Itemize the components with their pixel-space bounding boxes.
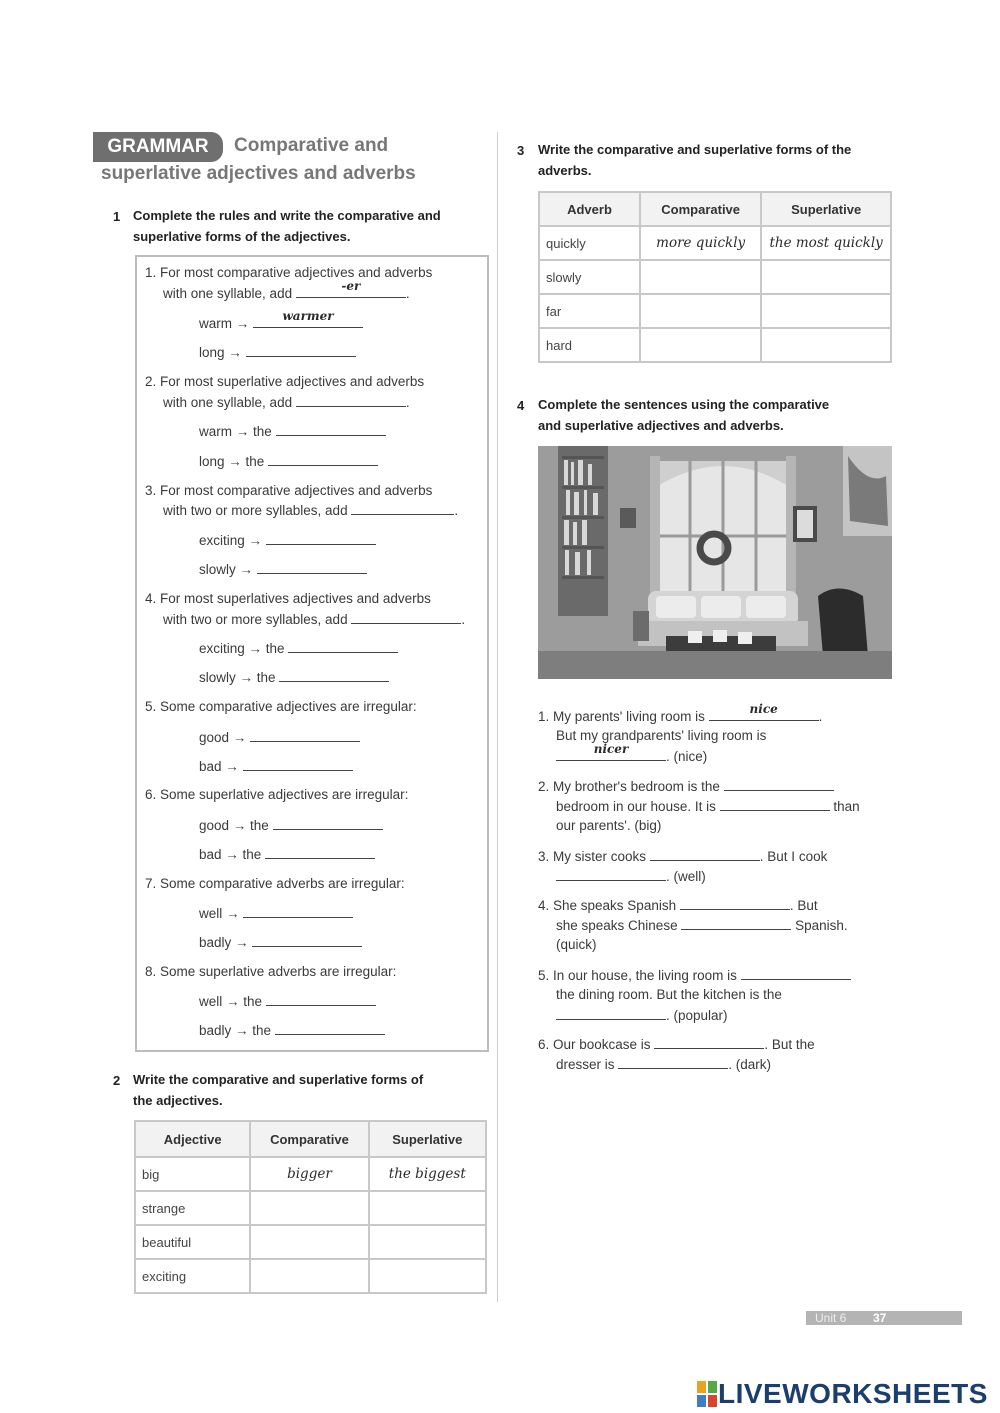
ex1-number: 1 [113, 209, 121, 224]
rule-6-bad: bad → the [199, 844, 375, 865]
rule-7-line1: 7. Some comparative adverbs are irregular: [145, 876, 405, 891]
rule-2-warm-blank[interactable] [276, 421, 386, 436]
sentence-4-line1: 4. She speaks Spanish . But [538, 895, 818, 916]
rule-7-well-blank[interactable] [243, 903, 353, 918]
rule-3-line1: 3. For most comparative adjectives and adverbs [145, 483, 433, 498]
ex4-instructions: Complete the sentences using the comparative and superlative adjectives and adverbs. [538, 397, 830, 433]
rule-2-line1: 2. For most superlative adjectives and adverbs [145, 374, 425, 389]
ex2-number: 2 [113, 1073, 121, 1088]
rule-4-line2: with two or more syllables, add . [163, 609, 465, 630]
column-divider [497, 132, 498, 1302]
comparative-cell[interactable] [250, 1259, 368, 1293]
superlative-cell[interactable] [761, 328, 891, 362]
col-header-comparative: Comparative [250, 1121, 368, 1157]
ex4-number: 4 [517, 398, 525, 413]
rule-2-line2: with one syllable, add . [163, 392, 410, 413]
comparative-cell[interactable] [640, 294, 761, 328]
sentence-6-blank-2[interactable] [618, 1054, 728, 1069]
liveworksheets-logo-icon [697, 1381, 717, 1407]
rule-6-bad-blank[interactable] [265, 844, 375, 859]
rule-1-warm-blank[interactable]: warmer [253, 313, 363, 328]
rule-5-good: good → [199, 727, 360, 748]
comparative-cell[interactable] [640, 260, 761, 294]
rule-3-blank[interactable] [351, 500, 454, 515]
rule-4-slowly-blank[interactable] [279, 667, 389, 682]
rule-8-badly-blank[interactable] [275, 1020, 385, 1035]
rule-1-warm: warm → warmer [199, 313, 363, 334]
ex3-instructions: Write the comparative and superlative forms of the adverbs. [538, 142, 852, 178]
col-header-adverb: Adverb [539, 192, 640, 226]
table-row [539, 226, 891, 260]
sentence-3-line2: . (well) [556, 866, 706, 887]
superlative-cell[interactable] [369, 1225, 486, 1259]
superlative-cell[interactable] [761, 260, 891, 294]
rule-4-exciting-blank[interactable] [288, 638, 398, 653]
rule-4-line1: 4. For most superlatives adjectives and adverbs [145, 591, 431, 606]
comparative-cell[interactable] [250, 1191, 368, 1225]
col-header-superlative: Superlative [761, 192, 891, 226]
rule-6-line1: 6. Some superlative adjectives are irregular: [145, 787, 409, 802]
adjective-cell: big [135, 1157, 250, 1191]
sentence-6-line1: 6. Our bookcase is . But the [538, 1034, 815, 1055]
table-row [539, 294, 891, 328]
col-header-superlative: Superlative [369, 1121, 486, 1157]
rule-4-exciting: exciting → the [199, 638, 398, 659]
rule-8-well: well → the [199, 991, 376, 1012]
sentence-4-blank-2[interactable] [681, 915, 791, 930]
rule-7-badly: badly → [199, 932, 362, 953]
col-header-adjective: Adjective [135, 1121, 250, 1157]
rule-4-blank[interactable] [351, 609, 461, 624]
adverb-cell: quickly [539, 226, 640, 260]
adjective-table [134, 1120, 487, 1294]
sentence-2-blank-1[interactable] [724, 776, 834, 791]
comparative-cell[interactable]: more quickly [640, 226, 761, 260]
sentence-5-line3: . (popular) [556, 1005, 728, 1026]
adverb-cell: far [539, 294, 640, 328]
comparative-cell[interactable] [250, 1225, 368, 1259]
sentence-2-line2: bedroom in our house. It is than [556, 796, 860, 817]
sentence-5-line2: the dining room. But the kitchen is the [556, 987, 782, 1002]
rule-1-blank[interactable]: -er [296, 283, 406, 298]
table-row [539, 260, 891, 294]
sentence-1-line2: But my grandparents' living room is [556, 728, 767, 743]
rule-2-blank[interactable] [296, 392, 406, 407]
page-number: 37 [873, 1311, 887, 1325]
superlative-cell[interactable] [369, 1191, 486, 1225]
rule-6-good: good → the [199, 815, 383, 836]
rule-3-slowly-blank[interactable] [257, 559, 367, 574]
rule-2-long-blank[interactable] [268, 451, 378, 466]
table-row [135, 1191, 486, 1225]
sentence-1-line3: nicer . (nice) [556, 746, 707, 767]
comparative-cell[interactable] [640, 328, 761, 362]
section-title-line2: superlative adjectives and adverbs [101, 163, 416, 184]
table-row [135, 1225, 486, 1259]
sentence-5-blank-2[interactable] [556, 1005, 666, 1020]
comparative-cell[interactable]: bigger [250, 1157, 368, 1191]
grammar-badge: GRAMMAR [93, 132, 223, 162]
rule-8-well-blank[interactable] [266, 991, 376, 1006]
rule-1-line1: 1. For most comparative adjectives and adverbs [145, 265, 433, 280]
rule-1-long-blank[interactable] [246, 342, 356, 357]
sentence-4-line3: (quick) [556, 937, 597, 952]
rule-1-long: long → [199, 342, 356, 363]
sentence-1-line1: 1. My parents' living room is nice . [538, 702, 823, 724]
rule-2-long: long → the [199, 451, 378, 472]
sentence-2-line3: our parents'. (big) [556, 818, 662, 833]
sentence-3-blank-1[interactable] [650, 846, 760, 861]
table-row [539, 328, 891, 362]
rule-6-good-blank[interactable] [273, 815, 383, 830]
adjective-cell: exciting [135, 1259, 250, 1293]
rule-8-badly: badly → the [199, 1020, 385, 1041]
sentence-3-line1: 3. My sister cooks . But I cook [538, 846, 827, 867]
rule-7-well: well → [199, 903, 353, 924]
sentence-6-line2: dresser is . (dark) [556, 1054, 771, 1075]
sentence-5-blank-1[interactable] [741, 965, 851, 980]
table-row [135, 1157, 486, 1191]
liveworksheets-brand[interactable]: LIVEWORKSHEETS [718, 1378, 988, 1409]
table-row [135, 1259, 486, 1293]
sentence-2-blank-2[interactable] [720, 796, 830, 811]
sentence-4-line2: she speaks Chinese Spanish. [556, 915, 848, 936]
unit-label: Unit 6 [815, 1311, 847, 1325]
sentence-3-blank-2[interactable] [556, 866, 666, 881]
rule-5-good-blank[interactable] [250, 727, 360, 742]
sentence-5-line1: 5. In our house, the living room is [538, 965, 851, 986]
sentence-4-blank-1[interactable] [680, 895, 790, 910]
rule-5-bad: bad → [199, 756, 353, 777]
superlative-cell[interactable] [369, 1259, 486, 1293]
ex3-number: 3 [517, 143, 525, 158]
rule-5-bad-blank[interactable] [243, 756, 353, 771]
rule-2-warm: warm → the [199, 421, 386, 442]
ex2-instructions: Write the comparative and superlative forms of the adjectives. [133, 1072, 424, 1108]
rule-7-badly-blank[interactable] [252, 932, 362, 947]
col-header-comparative: Comparative [640, 192, 761, 226]
rule-5-line1: 5. Some comparative adjectives are irregular: [145, 699, 417, 714]
rule-3-exciting-blank[interactable] [266, 530, 376, 545]
rule-3-line2: with two or more syllables, add . [163, 500, 458, 521]
rule-8-line1: 8. Some superlative adverbs are irregular: [145, 964, 397, 979]
ex1-instructions: Complete the rules and write the comparative and superlative forms of the adjectives. [133, 208, 441, 244]
rule-3-exciting: exciting → [199, 530, 376, 551]
living-room-photo [538, 446, 892, 679]
rule-4-slowly: slowly → the [199, 667, 389, 688]
sentence-2-line1: 2. My brother's bedroom is the [538, 776, 834, 797]
section-title-line1: Comparative and [234, 135, 389, 156]
superlative-cell[interactable] [761, 294, 891, 328]
rule-3-slowly: slowly → [199, 559, 367, 580]
superlative-cell[interactable]: the most quickly [761, 226, 891, 260]
adverb-cell: hard [539, 328, 640, 362]
sentence-1-blank-2[interactable]: nicer [556, 746, 666, 761]
sentence-6-blank-1[interactable] [654, 1034, 764, 1049]
adjective-cell: strange [135, 1191, 250, 1225]
sentence-1-blank-1[interactable]: nice [709, 706, 819, 721]
adverb-cell: slowly [539, 260, 640, 294]
rule-1-line2: with one syllable, add -er . [163, 279, 410, 301]
adverb-table [538, 191, 892, 363]
adjective-cell: beautiful [135, 1225, 250, 1259]
superlative-cell[interactable]: the biggest [369, 1157, 486, 1191]
